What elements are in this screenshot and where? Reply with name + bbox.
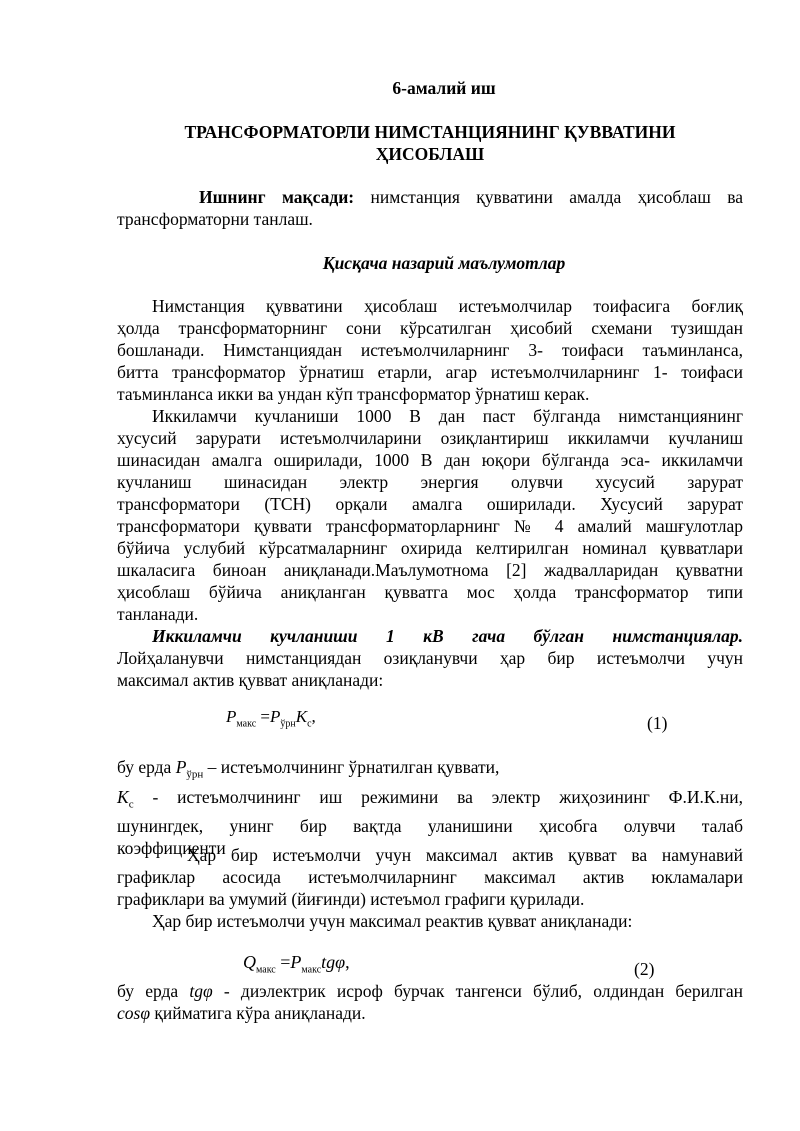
p5-line: Ҳар бир истеъмолчи учун максимал реактив қувват аниқланади: [152, 911, 633, 931]
document-title [117, 121, 743, 165]
p3-line: Лойҳаланувчи нимстанциядан озиқланувчи ҳар бир истеъмолчи учун [117, 648, 743, 668]
f2-tg: tgφ [321, 952, 346, 972]
p3-line: максимал актив қувват аниқланади: [117, 670, 384, 690]
equation-number-1: (1) [647, 713, 668, 733]
paragraph-5 [117, 910, 743, 932]
f1-p-sub: макс [236, 718, 257, 730]
def2-line-2 [117, 1002, 743, 1024]
f2-eq: = [280, 952, 291, 972]
def2-line-1 [117, 980, 743, 1002]
paragraph-1 [117, 295, 743, 405]
p1-line: ҳолда трансформаторнинг сони кўрсатилган ҳисобий схемани тузишдан [117, 318, 743, 338]
goal-line-2: трансформаторни танлаш. [117, 209, 313, 229]
def1-line-4: коэффициенти [117, 838, 226, 858]
def1-line-2 [117, 786, 743, 816]
title-line-2: ҲИСОБЛАШ [375, 144, 485, 164]
section-title-text: Қисқача назарий маълумотлар [322, 253, 566, 273]
title-line-1: ТРАНСФОРМАТОРЛИ НИМСТАНЦИЯНИНГ ҚУВВАТИНИ [184, 122, 676, 142]
work-number [117, 77, 743, 99]
work-number-text: 6-амалий иш [392, 78, 496, 98]
def1-line-1 [117, 756, 743, 786]
p2-line: хусусий зарурати истеъмолчиларини озиқлантириш иккиламчи кучланиш [117, 428, 743, 448]
p4-line: графиклар асосида истеъмолчиларнинг максимал актив юкламалари [117, 867, 743, 887]
def1-k-sub: с [128, 798, 134, 810]
p2-line: кучланиш шинасидан электр энергия олувчи хусусий зарурат [117, 472, 743, 492]
f1-comma: , [311, 707, 316, 726]
def2-cos-rest: қийматига кўра аниқланади. [150, 1003, 366, 1023]
p1-line: таъминланса икки ва ундан кўп трансформатор ўрнатиш керак. [117, 384, 590, 404]
paragraph-3 [117, 625, 743, 691]
f1-p2-sub: ўрн [280, 718, 296, 730]
p1-line: бошланади. Нимстанциядан истеъмолчиларнинг 3- тоифаси таъминланса, [117, 340, 743, 360]
f2-q-sub: макс [256, 964, 276, 976]
f1-p2: P [269, 707, 281, 726]
f2-comma: , [345, 952, 350, 972]
def1-sub: ўрн [186, 768, 204, 781]
goal-text: нимстанция қувватини амалда ҳисоблаш ва [354, 187, 744, 207]
p2-line: шкаласига биноан аниқланади.Маълумотнома [2] жадвалларидан қувватни [117, 560, 743, 580]
equation-number-2: (2) [634, 959, 655, 979]
def1-line-3: шунингдек, унинг бир вақтда уланишини ҳисобга олувчи талаб [117, 816, 743, 836]
p3-heading: Иккиламчи кучланиши 1 кВ гача бўлган нимстанциялар. [152, 626, 743, 646]
definitions-2 [117, 980, 743, 1024]
formula-2 [243, 952, 350, 976]
f1-k: K [295, 707, 308, 726]
f1-p: P [226, 707, 237, 726]
paragraph-2 [117, 405, 743, 625]
def1-sym: P [175, 757, 187, 777]
p2-line: бўйича услубий кўрсатмаларнинг охирида келтирилган номинал қувватлари [117, 538, 743, 558]
section-title [117, 252, 743, 274]
p4-line: графиклари ва умумий (йиғинди) истеъмол графиги қурилади. [117, 889, 585, 909]
f2-p: P [290, 952, 302, 972]
p2-line: Иккиламчи кучланиши 1000 В дан паст бўлганда нимстанциянинг [152, 406, 743, 426]
p2-line: шинасидан амалга оширилади, 1000 В дан юқори бўлганда эса- иккиламчи [117, 450, 743, 470]
def2-sym: tgφ [189, 981, 213, 1001]
f2-q: Q [243, 952, 256, 972]
goal-label: Ишнинг мақсади: [199, 187, 355, 207]
p1-line: битта трансформатор ўрнатиш етарли, агар истеъмолчиларнинг 1- тоифаси [117, 362, 743, 382]
def1-rest: – истеъмолчининг ўрнатилган қуввати, [203, 757, 500, 777]
paragraph-4 [117, 844, 743, 910]
def2-cos-sym: cosφ [117, 1003, 151, 1023]
f1-eq: = [260, 707, 270, 726]
def1-k-sym: K [117, 786, 129, 807]
f2-p-sub: макс [301, 964, 322, 976]
def2-prefix: бу ерда [117, 981, 190, 1001]
p2-line: ҳисоблаш бўйича аниқланган қувватга мос ҳолда трансформатор типи [117, 582, 743, 602]
def1-k-text: - истеъмолчининг иш режимини ва электр жиҳозининг Ф.И.К.ни, [133, 786, 743, 807]
goal-line-1 [117, 186, 743, 208]
def1-prefix: бу ерда [117, 757, 176, 777]
f1-k-sub: с [307, 718, 312, 730]
p2-line: танланади. [117, 604, 199, 624]
goal-paragraph [117, 186, 743, 230]
p1-line: Нимстанция қувватини ҳисоблаш истеъмолчилар тоифасига боғлиқ [152, 296, 743, 316]
p4-line: Ҳар бир истеъмолчи учун максимал актив қувват ва намунавий [187, 845, 743, 865]
formula-1 [226, 707, 316, 729]
p2-line: трансформатори (ТСН) орқали амалга оширилади. Хусусий зарурат [117, 494, 743, 514]
def2-rest: - диэлектрик исроф бурчак тангенси бўлиб, олдиндан берилган [212, 981, 743, 1001]
p2-line: трансформатори қуввати трансформаторларнинг № 4 амалий машғулотлар [117, 516, 743, 536]
